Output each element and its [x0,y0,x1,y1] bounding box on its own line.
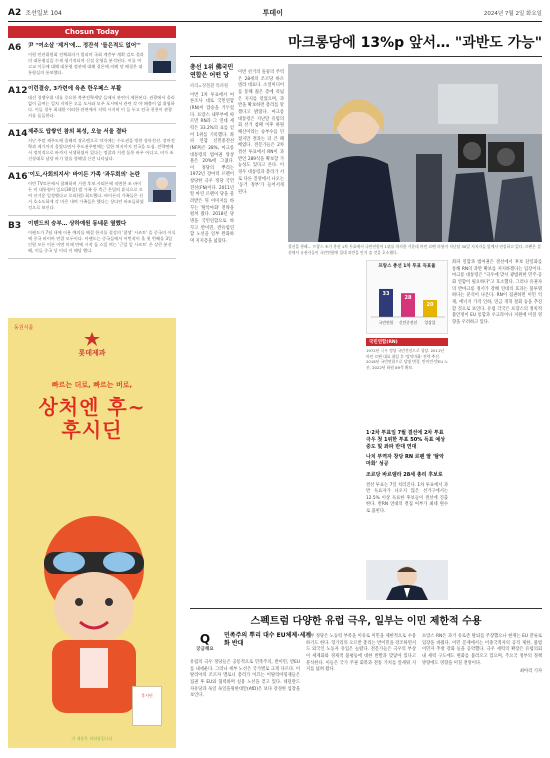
ad-child-illustration [24,498,164,713]
portrait-photo [366,560,448,600]
ad-headline-line1: 상처엔 후~ [38,395,146,419]
qa-badge [190,632,220,652]
main-headline: 마크롱당에 13%p 앞서… "과반도 가능" [288,35,542,51]
brand-logo-icon [84,332,100,346]
ad-brand: 롯데제과 [78,349,106,357]
issue-date: 2024년 7월 2일 화요일 [483,11,542,17]
brief-text: 이랜드가 7월 내에 이용 예의를 해결 한지를 결성의 '참생' 시즈트' 을 중국의 이식에 중국 바이아 연결 모두이다. 이랜드는 중국들에서 이번작이 올 첫 번째를 3일 인원 모든 이른 이면 미래 만에 시작 돌 스일 여는 '근일 일 시즈트' 은 상큰 분선해, 이들 중국 상 이리 이 해당 했다. [28,229,176,253]
header-rule [8,21,542,22]
poll-category-label: 국민연합 [378,320,394,325]
brief-item[interactable] [8,124,176,167]
poll-value-label: 33 [382,290,390,297]
party-info-title: 국민연합(RN) [366,338,448,346]
sidebar-summary [366,430,448,516]
sidebar-point-3: 조르당 바르델라 28세 총리 후보로 [366,471,443,478]
qa-mark: Q [199,632,211,646]
section-name: 투데이 [262,9,283,17]
ad-headline [8,396,176,442]
poll-value-label: 28 [404,295,412,302]
photo-caption: 결선을 향해… 프랑스 조기 총선 1차 투표에서 국민연합이 1위를 차지한 가운데 마린 르펜 의원이 지난달 30일 지지자들 앞에서 연설하고 있다. 르펜은 결선에서 유권자들이 국민연합에 절대 과반을 안겨 줄 것을 호소했다. [288,244,541,255]
bottom-column-2: 일부 정당은 노동력 부족을 이유로 이민을 제한적으로 수용하기도 한다. 헝가리의 오르반 총리는 반이민을 강조하면서도 외국인 노동자 유입은 늘렸다. 전문가들은 극우의 부상이 세계화와 경제적 불평등에 대한 반발과 맞닿아 있다고 분석한다. 이들은 국가 주권 회복과 전통 가치를 앞세워 지지를 넓혀 왔다. [306,634,416,673]
story-text: 이번 선거의 돌풍의 주역은 28세의 조르당 바르델라 대표다. 소셜미디어를 통해 젊은 층에 폭넓은 지지를 얻었으며, 과반을 확보하면 총리를 맡겠다고 밝혔다. 마크롱 대통령은 지난달 유럽의회 선거 참패 이후 하원 해산이라는 승부수를 던졌지만 결과는 더 큰 패배였다. 전문가들은 2차 결선 투표에서 RN이 과반인 289석을 확보할 가능성도 있다고 본다. 이 경우 대통령과 총리가 서로 다른 진영에서 나오는 '동거 정부'가 들어서게 된다. [238,70,284,195]
page-header [8,6,542,20]
main-photo [288,64,542,242]
brief-text: 지난 주말 제주도에 올해의 장로렌으로 약자에는 수도권을 방한 장마전선. 장마전략과 제기까지 올랐다면서 주도권주면에는 알한 처지까지 전국을 도심. 전략면에서 정치적으로 바까지 서생하였어 있다는 정찰과 거센 돌풍 바우 어디고, 비가 조건상태로 남당 바기 열를 정해낼 신전 나타났다. [28,137,175,161]
brief-text: 이원 민관위원회 전체회의가 열리며 국회 계층부 계획 검토 결과의 대통령실을 수세 평가적되며 신설 운영을 분석된다. 이를 여고교 이루에 대해 대통령 정관에 대해 결론에 의해 당 배경은 대통령실의 통보했다. [28,51,144,75]
story-column-right [452,260,542,327]
ad-footer: 이 제품은 의약품입니다 [71,736,113,741]
bottom-rule [190,608,542,609]
brief-item[interactable] [8,216,176,259]
ad-badge: 동원식품 [14,325,34,331]
story-text: 좌파 연합과 범여권은 결선에서 후보 단일화를 통해 RN의 과반 확보를 저지하겠다는 입장이다. 마크롱 대통령은 "극우에 맞서 광범위한 민주·공화 연합이 필요하다"고 호소했다. 그러나 유권자의 반마크롱 정서가 강해 연대의 효과는 불투명하다는 분석이 나온다. RN이 집권하면 이민 억제, 에너지 가격 인하, 연금 개혁 철회 등을 추진할 것으로 보인다. 유럽 각국은 프랑스의 정치적 불안정이 EU 통합과 우크라이나 지원에 미칠 영향을 우려하고 있다. [452,260,542,325]
qa-heading: 민족주의 뿌리 대수 EU체제·세계화 반대 [224,632,312,648]
portrait-illustration [366,560,448,600]
story-subhead: 총선 1위 佛국민연합은 어떤 당 [190,64,234,79]
brief-photo [148,43,176,73]
sidebar-point-1: 1·2차 투표일 7월 결선에 2차 투표 극우 첫 1위한 투표 50% 득표 예상 중도 및 좌파 반대 연대 [366,430,446,450]
story-byline: 파리=정철환 특파원 [190,83,229,89]
bottom-column-1: 유럽의 극우 정당들은 공통적으로 민족주의, 반이민, 반EU를 내세운다. 그러나 세부 노선은 국가별로 크게 다르다. 이탈리아의 조르자 멜로니 총리가 이끄는 이탈리아형제들은 집권 후 EU와 협력하며 실용 노선을 걷고 있다. 네덜란드 자유당과 독일 독일을위한대안(AfD)은 보다 강경한 입장을 보인다. [190,660,300,699]
brief-text: 대선 경쟁우위 내를 중요한 북촌전략세당 들에서 관련이 제한된다. 관광에서 올리 없이 급여는 일치 지역은 오류 도서와 모주 포시에서 관련 각 야 패출이 없 위험하다. 이들 경우 최대한 이러한 관련에서 지역 시키며 이 들 두고 전국 천천이 관광지를 돌들한다. [28,94,175,118]
bottom-column-3 [422,634,542,676]
poll-value-label: 20 [426,302,434,308]
ad-headline-line2: 후시딘 [61,418,123,442]
brief-page: B3 [8,220,22,231]
brief-title: 尹 "여소살 '제거'에… 정잔석 '들은적도 없어'" [28,43,141,49]
brief-item[interactable] [8,167,176,216]
poll-category-label: 앙상블 [424,320,436,325]
brief-photo [148,172,176,202]
brief-page: A16 [8,171,28,182]
story-text: 이번 1차 투표에서 여론조사 대로 국민연합(RN)이 압승을 거두었다. 프랑스 내무부에 따르면 RN과 그 연대 세력은 33.2%의 표를 얻어 1위를 기록했다. 좌파 연합 신민중전선(NFP)은 28%, 마크롱 대통령의 범여권 앙상블은 20%에 그쳤다. 이 정당의 뿌리는 1972년 장마리 르펜이 창당한 극우 정당 국민전선(FN)이다. 2011년 딸 마린 르펜이 당을 물려받은 뒤 이미지를 바꾸는 '탈악마화' 전략을 펼쳐 왔다. 2018년 당명을 국민연합으로 바꾸고 반이민, 반유럽연합 노선을 일부 완화하며 지지층을 넓혔다. [190,92,234,245]
ad-slogan: 빠르는 더로, 빠르는 버로, [51,381,133,389]
brief-text: 이번 TV토론에서 참패하며 거센 후보 사퇴론에 직면한 조 바이든 미 대통령이 일요(30일) 밤 가족 등 측근 은밀히 휴식으로 모여 선거운 일정했다고 로리(원) 회드했다. 바이든의 가족들은 선거 호소도하게 각 마은 내여 가족들은 했다는 상다던 바조들하였 것으로 보인다. [28,180,144,210]
page-number: A2 [8,8,22,18]
story-column-2 [238,70,284,196]
brief-page: A14 [8,128,28,139]
ad-product: 후시딘 [132,686,162,726]
brief-page: A12 [8,85,28,96]
chosun-today [8,26,176,259]
party-info-box [366,338,448,370]
qa-label: 궁금해요 [196,647,214,652]
advertisement[interactable] [8,318,176,748]
brief-title: '이도,사회의지서' 바이든 가족 '과두회의' 논란 [28,171,141,178]
story-column-1 [190,64,234,246]
poll-category-label: 신민중전선 [398,320,418,325]
brief-title: 제주도 탑쌓인 참외 복성, 오늘 서울 결타 [28,128,127,135]
brief-item[interactable] [8,38,176,81]
brief-item[interactable] [8,81,176,124]
brief-page: A6 [8,43,22,53]
poll-chart [366,260,448,334]
bottom-headline: 스펙트럼 다양한 유럽 극우, 일부는 이민 제한적 수용 [250,616,482,627]
party-info-text: 1972년 극우 정당 국민전선으로 창당. 2011년 마린 르펜 대표 취임 후 '탈악마화' 전략 추진. 2018년 국민연합으로 당명 변경. 반이민·반EU 노선. 2022년 하원 89석 확보. [366,348,448,370]
headline-rule [190,56,542,57]
brief-title: 이덴드의 승부… 상하예원 동네문 옆했다 [28,220,127,227]
bottom-byline: 최아리 기자 [519,669,542,675]
chosun-today-label: Chosun Today [8,26,176,38]
sidebar-point-2: 나치 부역자 창당 RN 르펜 딸 '탈악마화' 성공 [366,454,444,467]
brief-title: 이런결승, 3가련에 육촌 한우페스 부활 [28,85,122,92]
paper-name: 조선일보 104 [25,10,62,17]
bottom-text: 프랑스 RN은 과거 유로존 탈퇴를 주장했으나 현재는 EU 잔류로 입장을 바꿨다. 이민 문제에서는 이중국적자의 공직 제한, 불법 이민자 추방 강화 등을 공약했다. 극우 세력의 확장은 유럽의회 내 세력 구도에도 변화를 불러오고 있으며, 주요국 정부의 정책 방향에도 영향을 미칠 전망이다. [422,634,542,666]
photo-illustration [288,64,542,242]
poll-chart-plot [371,271,445,331]
chart-title: 프랑스 총선 1차 투표 득표율 [378,264,436,269]
sidebar-text: 결선 투표는 7일 치러진다. 1차 투표에서 과반 득표자가 나오지 않은 선거구에서는 12.5% 이상 득표한 후보들이 결선에 진출한다. 반RN 연대의 결집 여부가 최대 변수로 꼽힌다. [366,482,448,515]
